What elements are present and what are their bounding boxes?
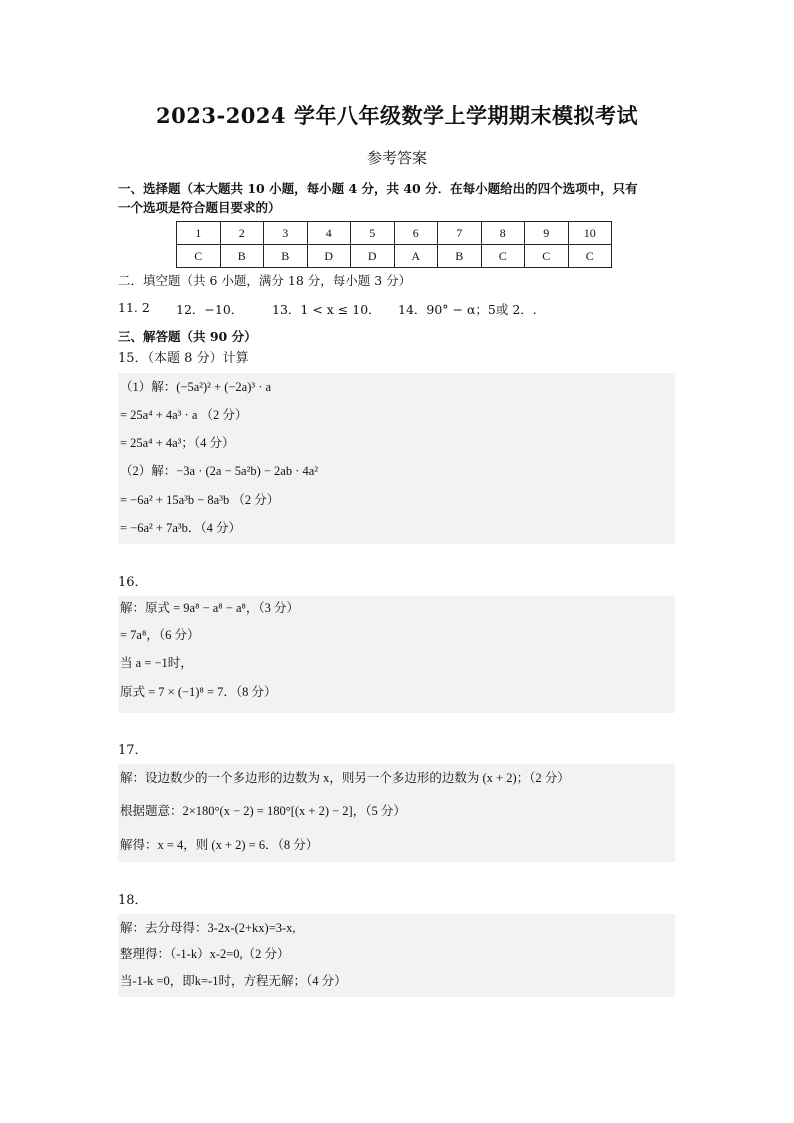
solution-line: （2）解：−3a · (2a − 5a²b) − 2ab · 4a² [120, 464, 319, 478]
solution-line: 解得：x = 4，则 (x + 2) = 6．（8 分） [120, 838, 319, 852]
table-cell: 1 [177, 222, 221, 245]
solution-line: （1）解：(−5a²)² + (−2a)³ · a [120, 380, 272, 394]
solution-line: 解：原式 = 9a⁸ − a⁸ − a⁸，（3 分） [120, 601, 299, 615]
section3-heading: 三、解答题（共 90 分） [118, 329, 257, 344]
question-17-solution-box [118, 764, 675, 862]
question-15-solution-box [118, 373, 675, 544]
table-cell: 4 [307, 222, 351, 245]
table-cell: 2 [220, 222, 264, 245]
table-cell: B [264, 245, 308, 268]
solution-line: 解：去分母得：3-2x-(2+kx)=3-x, [120, 921, 296, 935]
fill-answer-11: 11. 2 [118, 300, 150, 315]
fill-answer-13: 13．1 < x ≤ 10． [272, 302, 381, 317]
section2-heading: 二．填空题（共 6 小题，满分 18 分，每小题 3 分） [118, 273, 412, 288]
table-cell: 8 [481, 222, 525, 245]
question-18-solution-box [118, 914, 675, 997]
solution-line: = 25a⁴ + 4a³ · a （2 分） [120, 408, 248, 422]
solution-line: = 7a⁸，（6 分） [120, 628, 200, 642]
solution-line: 原式 = 7 × (−1)⁸ = 7．（8 分） [120, 685, 277, 699]
question-15-title: 15．（本题 8 分）计算 [118, 351, 249, 366]
question-17-title: 17． [118, 743, 148, 758]
solution-line: = −6a² + 7a³b．（4 分） [120, 521, 241, 535]
page-title: 2023-2024 学年八年级数学上学期期末模拟考试 [156, 103, 638, 128]
table-cell: C [525, 245, 569, 268]
solution-line: 整理得：（-1-k）x-2=0,（2 分） [120, 947, 290, 961]
table-cell: C [177, 245, 221, 268]
table-cell: D [307, 245, 351, 268]
fill-answer-12: 12．−10． [176, 302, 244, 317]
solution-line: 解：设边数少的一个多边形的边数为 x，则另一个多边形的边数为 (x + 2)；（2 分） [120, 771, 570, 785]
answer-table-number-row [177, 222, 612, 245]
table-cell: 6 [394, 222, 438, 245]
table-cell: C [568, 245, 612, 268]
table-cell: 10 [568, 222, 612, 245]
solution-line: 根据题意：2×180°(x − 2) = 180°[(x + 2) − 2]，（5 分） [120, 804, 406, 818]
table-cell: C [481, 245, 525, 268]
table-cell: A [394, 245, 438, 268]
table-cell: 5 [351, 222, 395, 245]
table-cell: B [220, 245, 264, 268]
fill-answer-14: 14．90° − α；5或 2．. [398, 302, 537, 317]
question-18-title: 18． [118, 893, 148, 908]
table-cell: D [351, 245, 395, 268]
solution-line: = −6a² + 15a³b − 8a³b （2 分） [120, 493, 280, 507]
solution-line: = 25a⁴ + 4a³；（4 分） [120, 436, 235, 450]
table-cell: 3 [264, 222, 308, 245]
table-cell: 9 [525, 222, 569, 245]
section1-heading-line1: 一、选择题（本大题共 10 小题，每小题 4 分，共 40 分．在每小题给出的四个选项中，只有 [118, 181, 638, 196]
question-16-solution-box [118, 596, 675, 713]
table-cell: 7 [438, 222, 482, 245]
section1-heading-line2: 一个选项是符合题目要求的） [118, 200, 281, 215]
page-subtitle: 参考答案 [366, 149, 427, 167]
solution-line: 当-1-k =0，即k=-1时，方程无解；（4 分） [120, 974, 347, 988]
answer-table-answer-row [177, 245, 612, 268]
table-cell: B [438, 245, 482, 268]
solution-line: 当 a = −1时， [120, 656, 193, 670]
question-16-title: 16． [118, 575, 148, 590]
answer-table [176, 221, 612, 268]
